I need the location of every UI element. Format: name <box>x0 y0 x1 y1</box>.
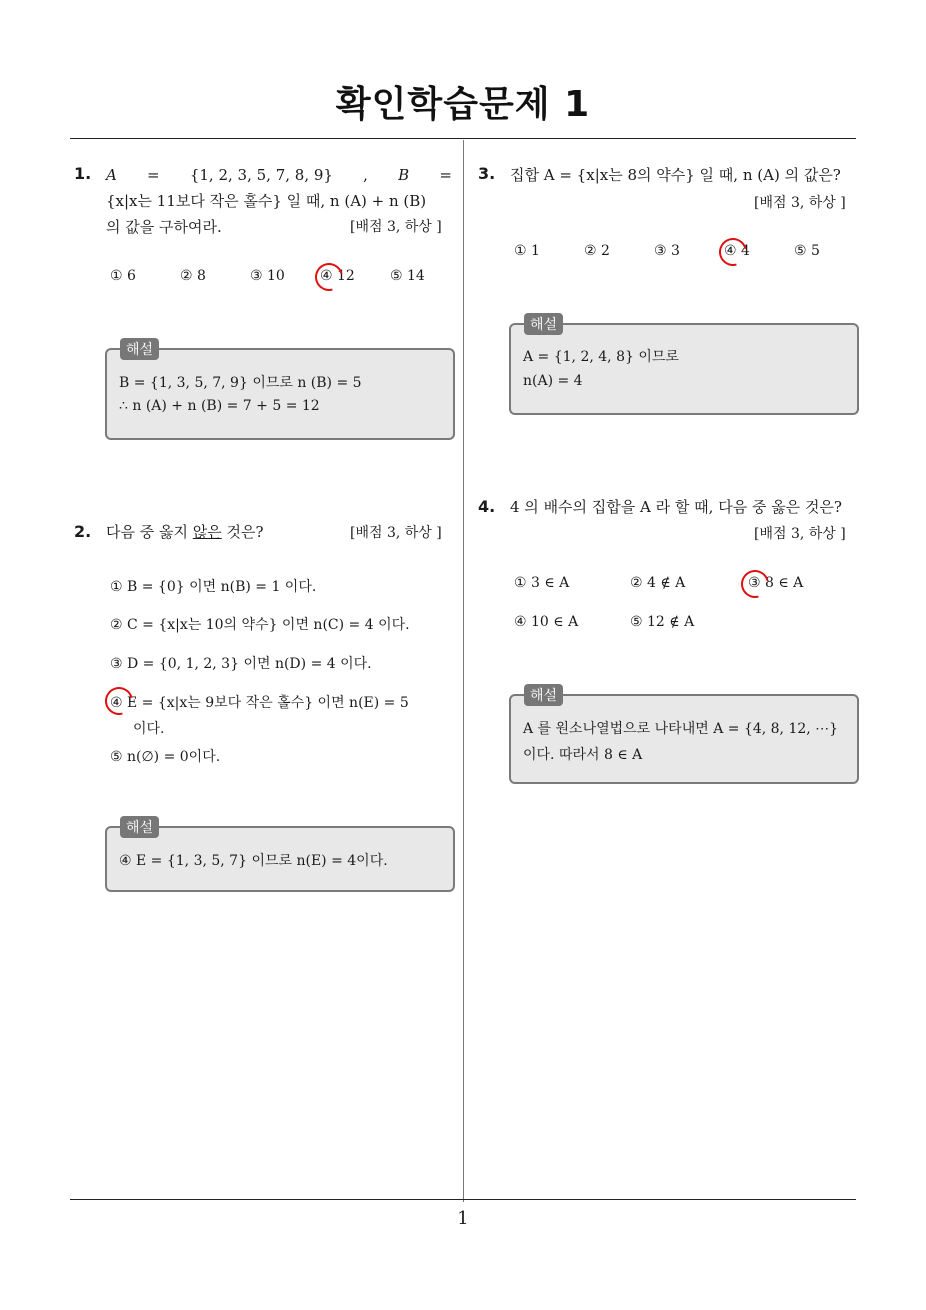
choice-5[interactable]: ⑤ n(∅) = 0이다. <box>110 749 221 765</box>
footer-rule <box>70 1199 856 1200</box>
question-stem: 다음 중 옳지 않은 것은? <box>106 523 264 541</box>
score-label: [배점 3, 하상 ] <box>350 219 442 235</box>
choice-2[interactable]: ② 4 ∉ A <box>630 575 686 591</box>
choice-1[interactable]: ① 6 <box>110 268 136 284</box>
choice-3[interactable]: ③ 8 ∈ A <box>748 575 804 591</box>
question-number: 2. <box>74 522 92 541</box>
explanation-line-2: 이다. 따라서 8 ∈ A <box>523 747 643 763</box>
explanation-line-1: A 를 원소나열법으로 나타내면 A = {4, 8, 12, ⋯} <box>523 721 839 737</box>
choice-5[interactable]: ⑤ 12 ∉ A <box>630 614 695 630</box>
choice-3[interactable]: ③ 3 <box>654 243 680 259</box>
choice-2[interactable]: ② C = {x|x는 10의 약수} 이면 n(C) = 4 이다. <box>110 617 410 633</box>
explanation-label: 해설 <box>120 338 159 360</box>
choice-3[interactable]: ③ D = {0, 1, 2, 3} 이면 n(D) = 4 이다. <box>110 656 372 672</box>
question-stem-line2: {x|x는 11보다 작은 홀수} 일 때, n (A) + n (B) <box>106 192 427 210</box>
choice-3[interactable]: ③ 10 <box>250 268 285 284</box>
answer-circle-mark <box>310 258 348 296</box>
explanation-line-1: ④ E = {1, 3, 5, 7} 이므로 n(E) = 4이다. <box>119 853 388 869</box>
choice-2[interactable]: ② 2 <box>584 243 610 259</box>
question-number: 1. <box>74 164 92 183</box>
explanation-box <box>105 348 455 440</box>
choice-4-continued: 이다. <box>133 721 165 737</box>
choice-1[interactable]: ① B = {0} 이면 n(B) = 1 이다. <box>110 579 317 595</box>
choice-4[interactable]: ④ 12 <box>320 268 355 284</box>
explanation-line-2: ∴ n (A) + n (B) = 7 + 5 = 12 <box>119 398 320 414</box>
explanation-label: 해설 <box>524 313 563 335</box>
question-stem-line3: 의 값을 구하여라. <box>106 218 222 236</box>
explanation-label: 해설 <box>524 684 563 706</box>
score-label: [배점 3, 하상 ] <box>754 195 846 211</box>
question-stem-line1: A = {1, 2, 3, 5, 7, 8, 9} , B = <box>106 166 452 184</box>
choice-1[interactable]: ① 3 ∈ A <box>514 575 570 591</box>
explanation-line-1: B = {1, 3, 5, 7, 9} 이므로 n (B) = 5 <box>119 375 362 391</box>
choice-5[interactable]: ⑤ 5 <box>794 243 820 259</box>
page-number: 1 <box>457 1208 469 1229</box>
page-title: 확인학습문제 1 <box>335 84 591 125</box>
answer-circle-mark <box>714 233 752 271</box>
explanation-box <box>509 694 859 784</box>
question-number: 4. <box>478 497 496 516</box>
choice-2[interactable]: ② 8 <box>180 268 206 284</box>
answer-circle-mark <box>736 565 774 603</box>
choice-4[interactable]: ④ 10 ∈ A <box>514 614 579 630</box>
question-stem: 4 의 배수의 집합을 A 라 할 때, 다음 중 옳은 것은? <box>510 498 842 516</box>
answer-circle-mark <box>100 682 138 720</box>
explanation-box <box>509 323 859 415</box>
score-label: [배점 3, 하상 ] <box>754 526 846 542</box>
header-rule <box>70 138 856 139</box>
score-label: [배점 3, 하상 ] <box>350 525 442 541</box>
question-number: 3. <box>478 164 496 183</box>
column-divider <box>463 140 464 1202</box>
question-stem: 집합 A = {x|x는 8의 약수} 일 때, n (A) 의 값은? <box>510 166 841 184</box>
choice-5[interactable]: ⑤ 14 <box>390 268 425 284</box>
explanation-label: 해설 <box>120 816 159 838</box>
explanation-line-2: n(A) = 4 <box>523 373 583 389</box>
choice-1[interactable]: ① 1 <box>514 243 540 259</box>
choice-4[interactable]: ④ E = {x|x는 9보다 작은 홀수} 이면 n(E) = 5 <box>110 695 409 711</box>
explanation-line-1: A = {1, 2, 4, 8} 이므로 <box>523 349 679 365</box>
choice-4[interactable]: ④ 4 <box>724 243 750 259</box>
